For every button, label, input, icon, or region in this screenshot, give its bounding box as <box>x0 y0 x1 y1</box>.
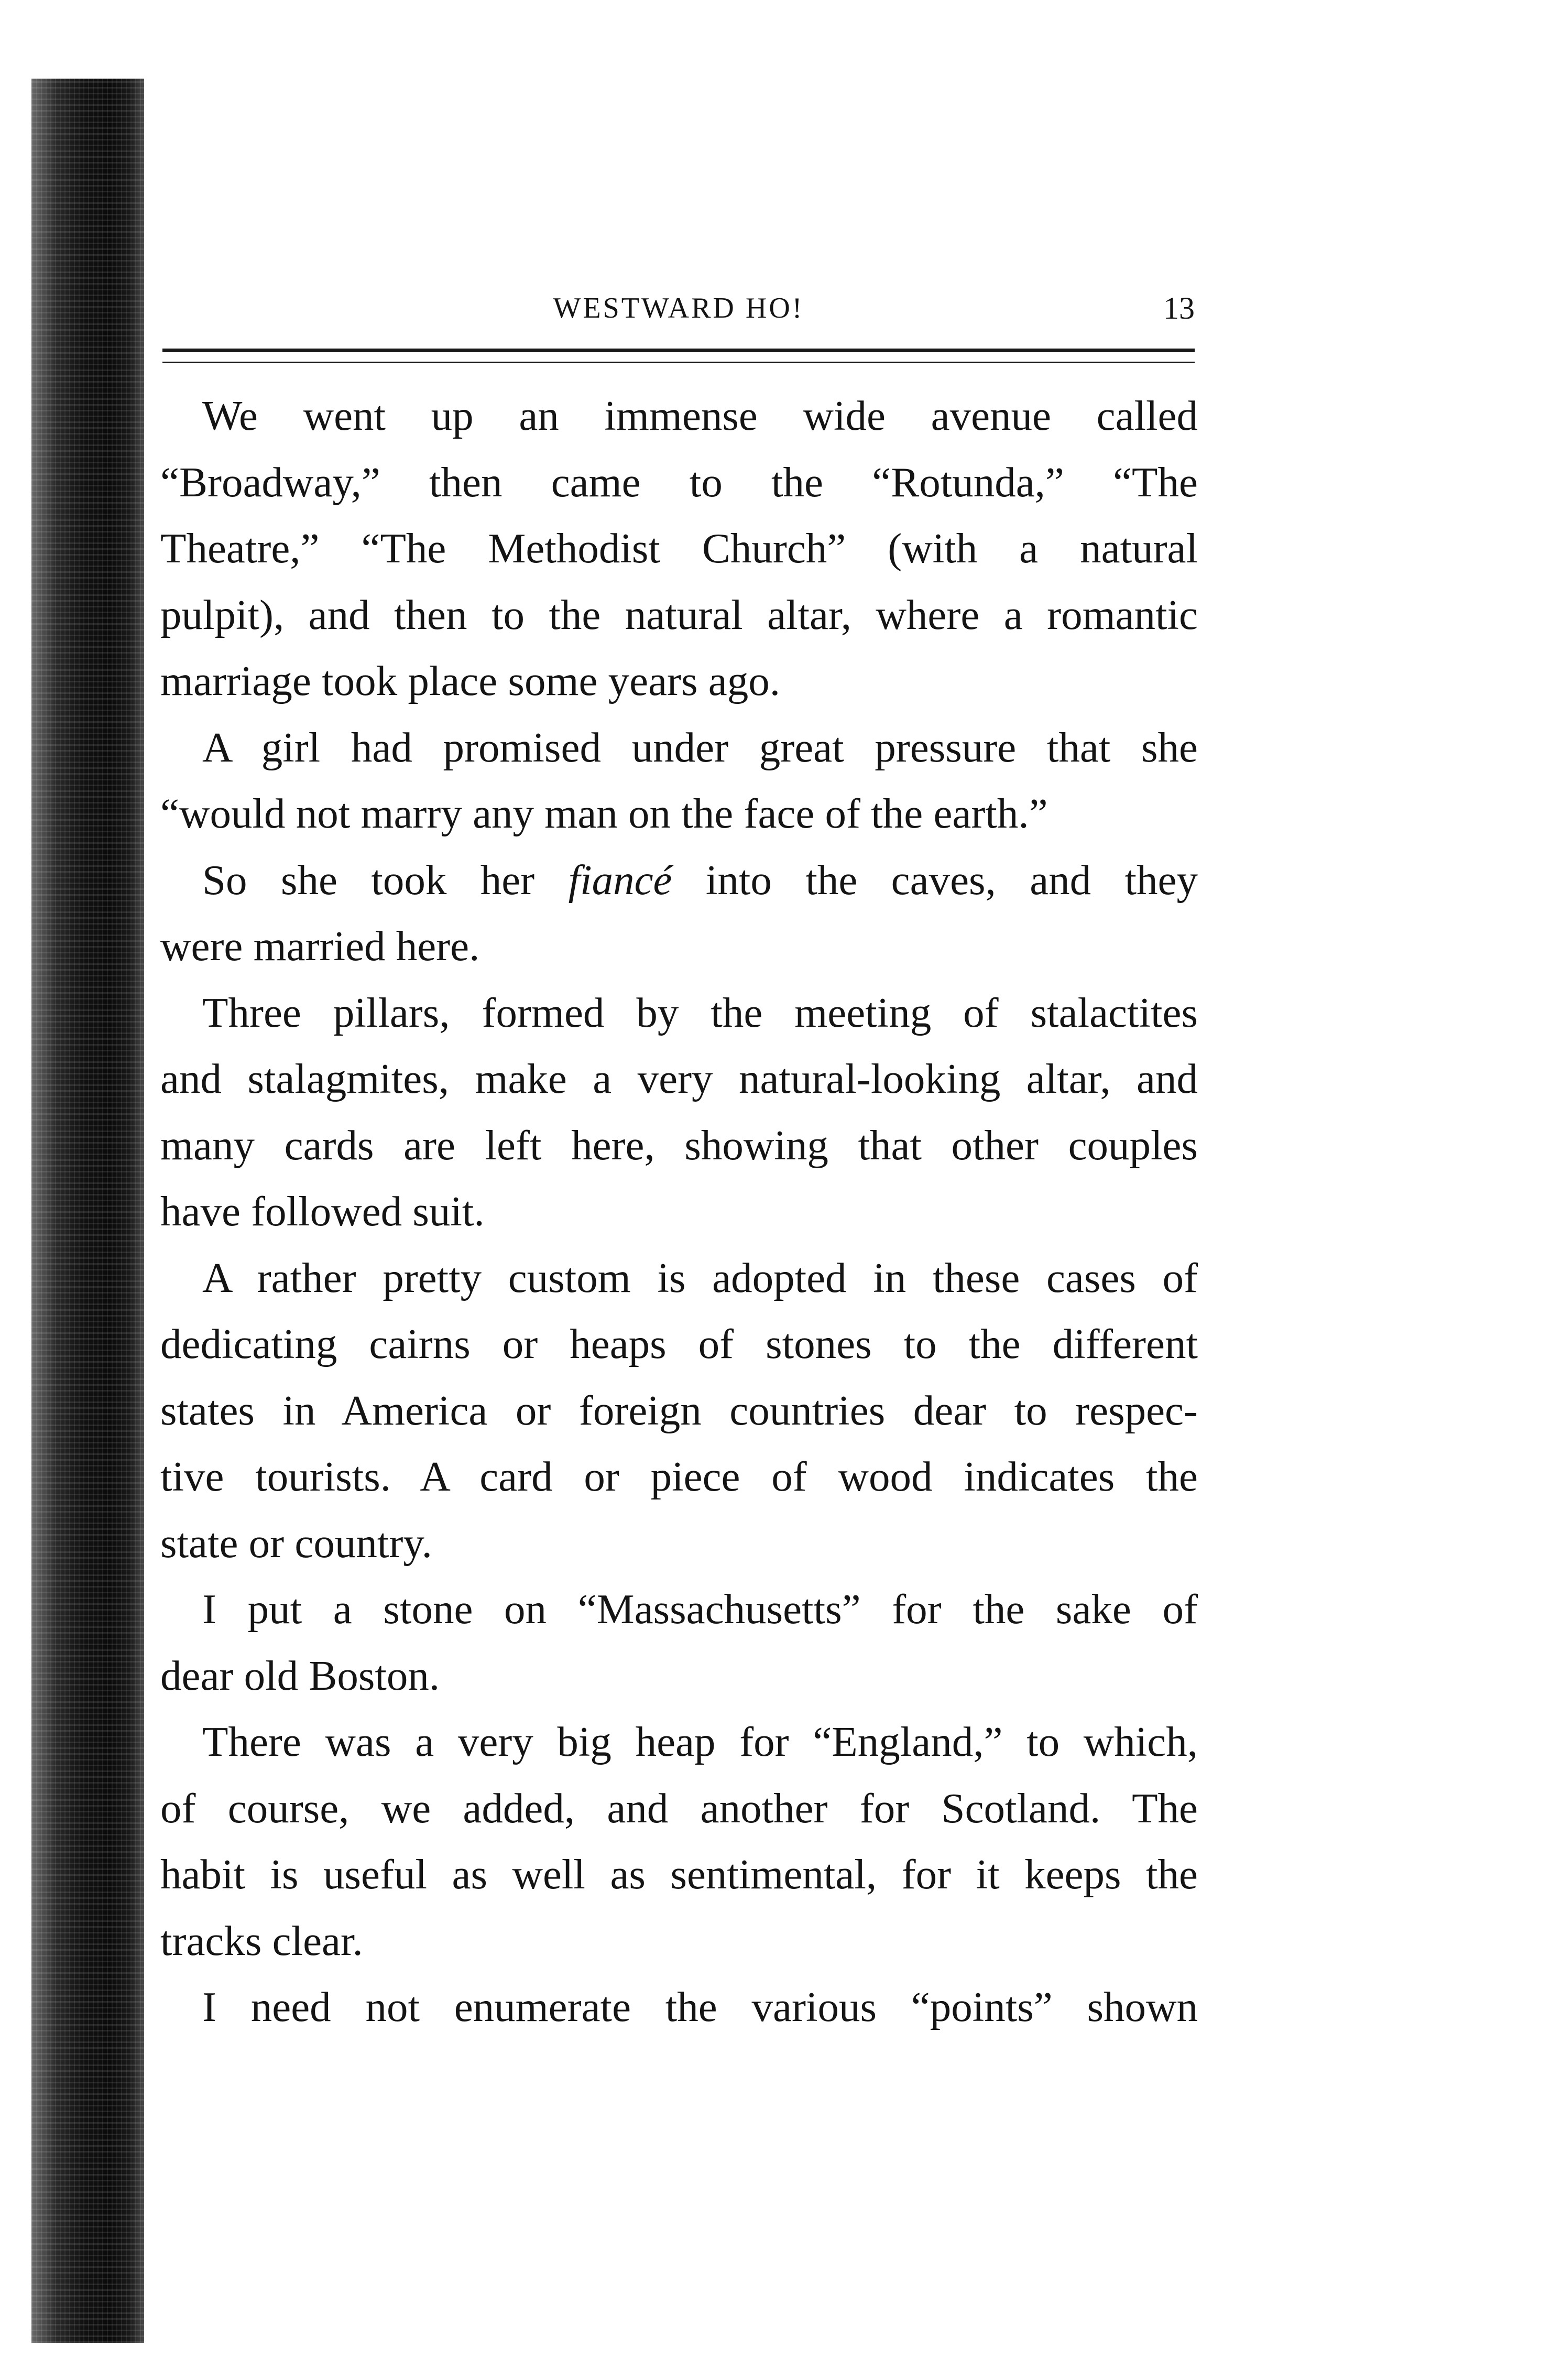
text-line: Three pillars, formed by the meeting of stalactites <box>202 988 1198 1036</box>
text-line: I put a stone on “Massachusetts” for the sake of <box>202 1585 1198 1633</box>
text-line <box>160 847 1198 914</box>
body-text <box>160 383 1198 2040</box>
paragraph <box>160 383 1198 714</box>
text-line: pulpit), and then to the natural altar, where a romantic <box>160 591 1198 638</box>
page-number: 13 <box>1163 291 1195 325</box>
text-line: marriage took place some years ago. <box>160 657 781 704</box>
running-head <box>162 287 1195 334</box>
text-line: I need not enumerate the various “points” shown <box>202 1983 1198 2030</box>
text-line: dedicating cairns or heaps of stones to the different <box>160 1320 1198 1367</box>
text-line: have followed suit. <box>160 1188 485 1235</box>
running-title: WESTWARD HO! <box>553 292 804 324</box>
text-line: states in America or foreign countries dear to respec- <box>160 1386 1198 1434</box>
binding-edge <box>31 79 144 2343</box>
text-run: were married here. <box>160 922 480 970</box>
text-line: habit is useful as well as sentimental, for it keeps the <box>160 1851 1198 1898</box>
header-rule-thick <box>162 349 1195 352</box>
text-line: dear old Boston. <box>160 1651 440 1699</box>
text-line: tracks clear. <box>160 1917 363 1964</box>
text-run: So she took her <box>202 856 569 904</box>
text-run: into the caves, and they <box>672 856 1198 904</box>
text-line: many cards are left here, showing that other couples <box>160 1121 1198 1169</box>
text-line: tive tourists. A card or piece of wood indicates the <box>160 1453 1198 1500</box>
text-line: A rather pretty custom is adopted in these cases of <box>202 1254 1198 1301</box>
text-line: state or country. <box>160 1519 432 1567</box>
paragraph <box>160 1974 1198 2040</box>
italic-word: fiancé <box>568 856 672 904</box>
text-line: We went up an immense wide avenue called <box>202 392 1198 439</box>
text-line: A girl had promised under great pressure that she <box>202 723 1198 771</box>
paragraph <box>160 714 1198 847</box>
text-line <box>160 913 1198 980</box>
text-line: “Broadway,” then came to the “Rotunda,” “The <box>160 458 1198 506</box>
paragraph <box>160 1709 1198 1974</box>
text-line: Theatre,” “The Methodist Church” (with a natural <box>160 525 1198 572</box>
paragraph <box>160 980 1198 1245</box>
paragraph <box>160 1576 1198 1709</box>
text-line: There was a very big heap for “England,” to which, <box>202 1718 1198 1765</box>
text-line: and stalagmites, make a very natural-looking altar, and <box>160 1055 1198 1102</box>
text-line: “would not marry any man on the face of the earth.” <box>160 790 1048 837</box>
header-rule-thin <box>162 362 1195 363</box>
paragraph <box>160 1245 1198 1577</box>
text-line: of course, we added, and another for Scotland. The <box>160 1784 1198 1832</box>
paragraph <box>160 847 1198 980</box>
